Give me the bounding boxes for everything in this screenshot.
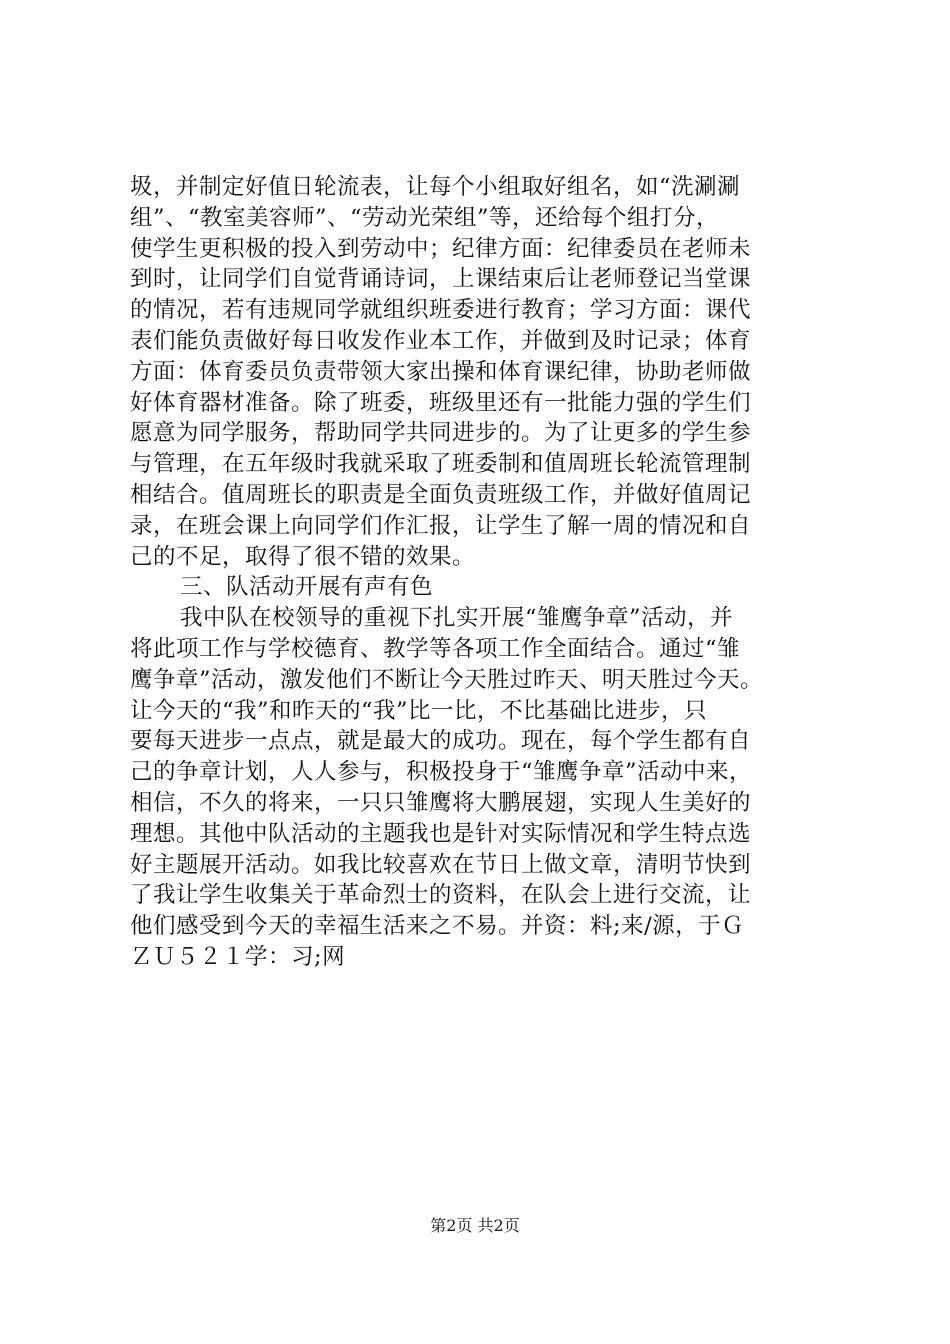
text-line: 己的争章计划，人人参与，积极投身于“雏鹰争章”活动中来， [130,759,753,786]
text-line: 组”、“教室美容师”、“劳动光荣组”等，还给每个组打分， [130,204,720,231]
text-line: 我中队在校领导的重视下扎实开展“雏鹰争章”活动，并 [180,605,734,632]
text-line: 要每天进步一点点，就是最大的成功。现在，每个学生都有自 [130,728,752,755]
text-line: 录，在班会课上向同学们作汇报，让学生了解一周的情况和自 [130,512,752,539]
text-line: 好体育器材准备。除了班委，班级里还有一批能力强的学生们 [130,389,752,416]
text-line: 己的不足，取得了很不错的效果。 [130,543,476,570]
text-line: 让今天的“我”和昨天的“我”比一比，不比基础比进步，只 [130,697,708,724]
text-line: 使学生更积极的投入到劳动中；纪律方面：纪律委员在老师未 [130,235,752,262]
text-line: 了我让学生收集关于革命烈士的资料，在队会上进行交流，让 [130,882,752,909]
text-line: 鹰争章”活动，激发他们不断让今天胜过昨天、明天胜过今天。 [130,666,764,693]
text-line: 愿意为同学服务，帮助同学共同进步的。为了让更多的学生参 [130,420,752,447]
text-line: ＺＵ５２１学：习;网 [130,943,346,970]
text-line: 理想。其他中队活动的主题我也是针对实际情况和学生特点选 [130,820,752,847]
text-line: 方面：体育委员负责带领大家出操和体育课纪律，协助老师做 [130,358,752,385]
text-line: 的情况，若有违规同学就组织班委进行教育；学习方面：课代 [130,297,752,324]
text-line: 相信，不久的将来，一只只雏鹰将大鹏展翅，实现人生美好的 [130,789,752,816]
body-text [130,172,830,973]
text-line: 将此项工作与学校德育、教学等各项工作全面结合。通过“雏 [130,635,741,662]
text-line: 好主题展开活动。如我比较喜欢在节日上做文章，清明节快到 [130,851,752,878]
text-line: 圾，并制定好值日轮流表，让每个小组取好组名，如“洗涮涮 [130,174,741,200]
text-line: 表们能负责做好每日收发作业本工作，并做到及时记录；体育 [130,327,752,354]
text-line: 相结合。值周班长的职责是全面负责班级工作，并做好值周记 [130,481,752,508]
text-line: 到时，让同学们自觉背诵诗词，上课结束后让老师登记当堂课 [130,266,752,293]
text-line: 他们感受到今天的幸福生活来之不易。并资：料;来/源，于Ｇ [130,913,745,940]
page-footer: 第2页 共2页 [430,1216,520,1235]
text-line: 与管理，在五年级时我就采取了班委制和值周班长轮流管理制 [130,451,752,478]
section-heading: 三、队活动开展有声有色 [180,574,434,601]
